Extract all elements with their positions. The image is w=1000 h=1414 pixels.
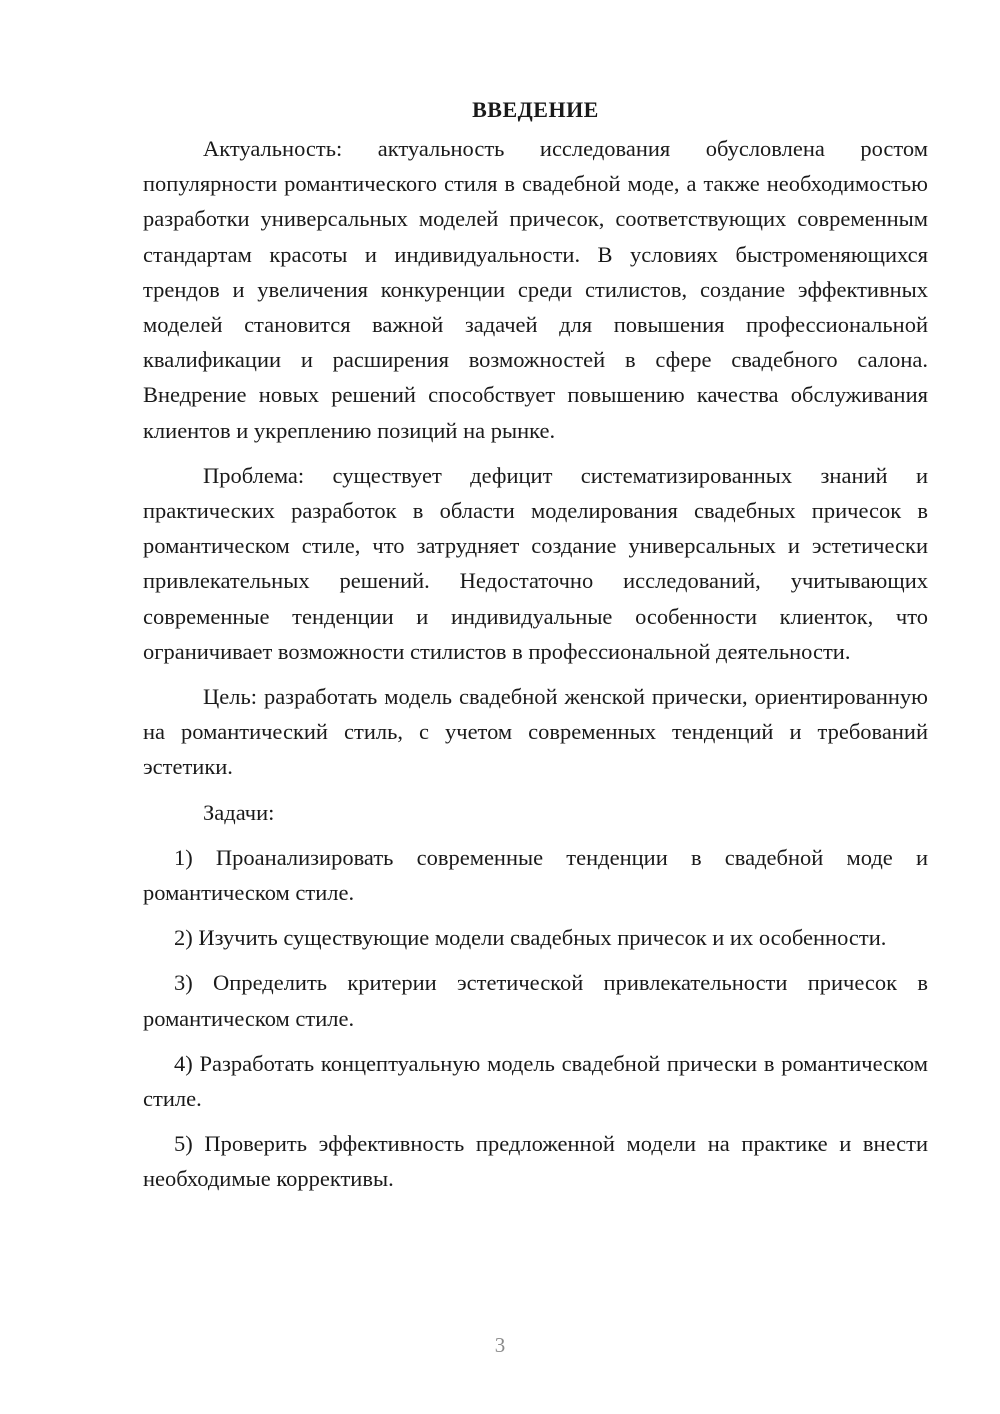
tasks-list — [143, 840, 928, 1197]
list-item: 5) Проверить эффективность предложенной модели на практике и внести необходимые коррективы. — [143, 1131, 928, 1192]
section-title: ВВЕДЕНИЕ — [472, 97, 599, 122]
paragraph-relevance: Актуальность: актуальность исследования обусловлена ростом популярности романтического стиля в свадебной моде, а также необходимостью разработки универсальных моделей причесок, соответствующих современным стандартам красоты и индивидуальности. В условиях быстроменяющихся трендов и увеличения конкуренции среди стилистов, создание эффективных моделей становится важной задачей для повышения профессиональной квалификации и расширения возможностей в сфере свадебного салона. Внедрение новых решений способствует повышению качества обслуживания клиентов и укреплению позиций на рынке. — [143, 136, 928, 443]
list-item: 4) Разработать концептуальную модель свадебной прически в романтическом стиле. — [143, 1050, 928, 1112]
list-item: 3) Определить критерии эстетической привлекательности причесок в романтическом стиле. — [143, 970, 928, 1031]
page-number: 3 — [494, 1333, 506, 1357]
list-item: 1) Проанализировать современные тенденции в свадебной моде и романтическом стиле. — [143, 844, 928, 906]
list-item: 2) Изучить существующие модели свадебных причесок и их особенности. — [174, 925, 887, 951]
document-page — [143, 92, 928, 1207]
paragraph-tasks-heading: Задачи: — [203, 799, 275, 825]
paragraph-problem: Проблема: существует дефицит систематизированных знаний и практических разработок в области моделирования свадебных причесок в романтическом стиле, что затрудняет создание универсальных и эстетически привлекательных решений. Недостаточно исследований, учитывающих современные тенденции и индивидуальные особенности клиенток, что ограничивает возможности стилистов в профессиональной деятельности. — [143, 462, 928, 664]
paragraph-goal: Цель: разработать модель свадебной женской прически, ориентированную на романтический стиль, с учетом современных тенденций и требований эстетики. — [143, 684, 928, 780]
